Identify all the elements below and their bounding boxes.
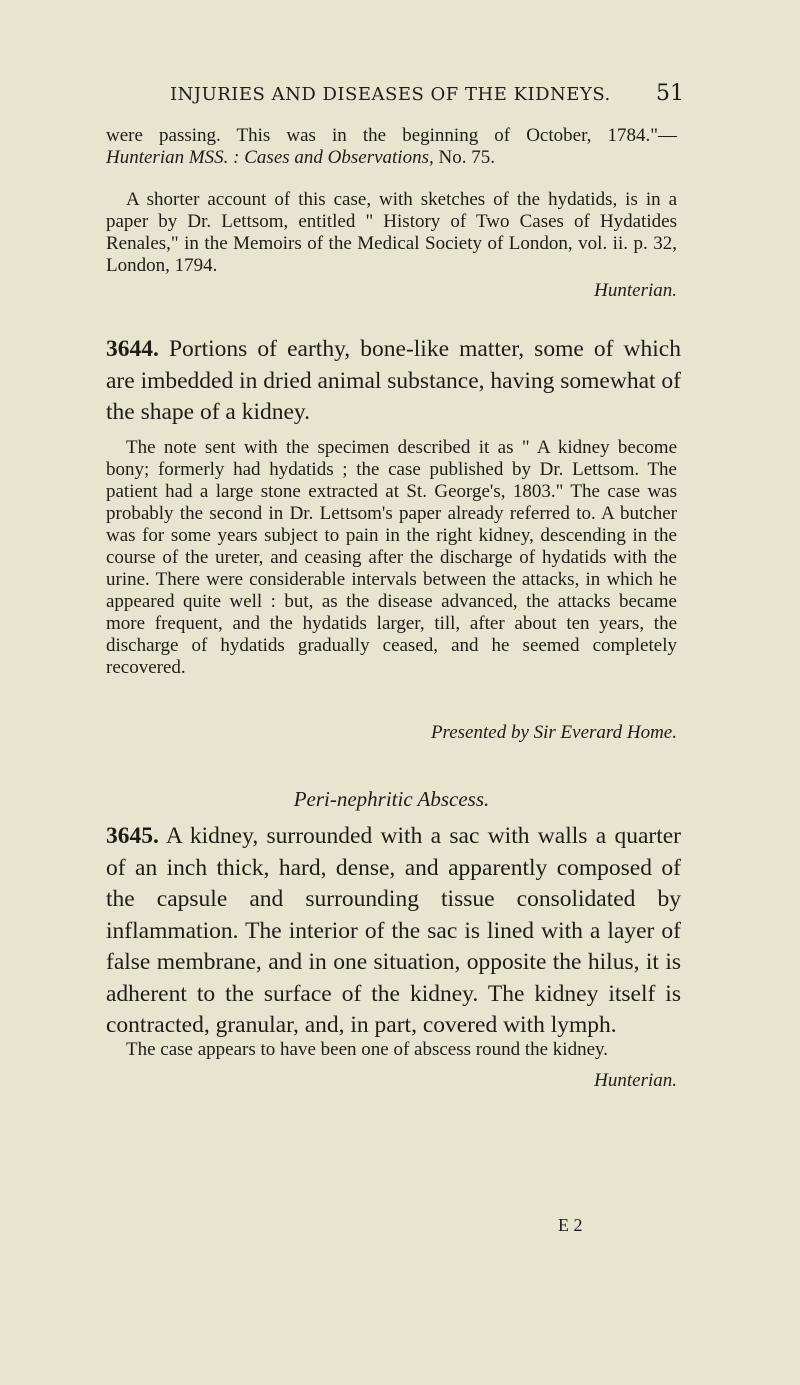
entry-3644-heading [106,334,681,429]
signature-mark: E 2 [558,1215,583,1235]
page-number: 51 [656,81,684,106]
entry-3644-description: Portions of earthy, bone-like matter, some of which are imbedded in dried animal substance, having somewhat of the shape of a kidney. [106,336,681,425]
source-citation: Hunterian MSS. : Cases and Observations, [106,147,434,168]
running-title: INJURIES AND DISEASES OF THE KIDNEYS. [170,84,611,105]
entry-3645-attribution: Hunterian. [594,1070,677,1091]
entry-3645-heading [106,821,681,1042]
page-header [0,81,800,114]
entry-3645-description: A kidney, surrounded with a sac with walls a quarter of an inch thick, hard, dense, and apparently composed of the capsule and surrounding tissue consolidated by inflammation. The interior of the sac is lined with a layer of false membrane, and in one situation, opposite the hilus, it is adherent to the surface of the kidney. The kidney itself is contracted, granular, and, in part, covered with lymph. [106,823,681,1038]
entry-3644-attribution: Presented by Sir Everard Home. [430,722,677,743]
intro-attribution: Hunterian. [594,280,677,301]
entry-3644-note: The note sent with the specimen described it as " A kidney become bony; formerly had hydatids ; the case published by Dr. Lettsom. The patient had a large stone extracted at St. George's, 1803." The case was probably the second in Dr. Lettsom's paper already referred to. A butcher was for some years subject to pain in the right kidney, descending in the course of the ureter, and ceasing after the discharge of hydatids with the urine. There were considerable intervals between the attacks, in which he appeared quite well : but, as the disease advanced, the attacks became more frequent, and the hydatids larger, till, after about ten years, the discharge of hydatids gradually ceased, and he seemed completely recovered. [106,437,677,678]
entry-3645-note: The case appears to have been one of abscess round the kidney. [126,1039,609,1060]
entry-3645-number: 3645. [106,823,159,849]
intro-line-1: were passing. This was in the beginning of October, 1784."— [106,125,677,146]
intro-paragraph: A shorter account of this case, with sketches of the hydatids, is in a paper by Dr. Lettsom, entitled " History of Two Cases of Hydatides Renales," in the Memoirs of the Medical Society of London, vol. ii. p. 32, London, 1794. [106,189,677,276]
section-heading: Peri-nephritic Abscess. [293,787,490,811]
entry-3644-number: 3644. [106,336,159,362]
source-number: No. 75. [433,147,495,168]
intro-continuation [106,125,677,169]
intro-line-2 [106,147,677,169]
